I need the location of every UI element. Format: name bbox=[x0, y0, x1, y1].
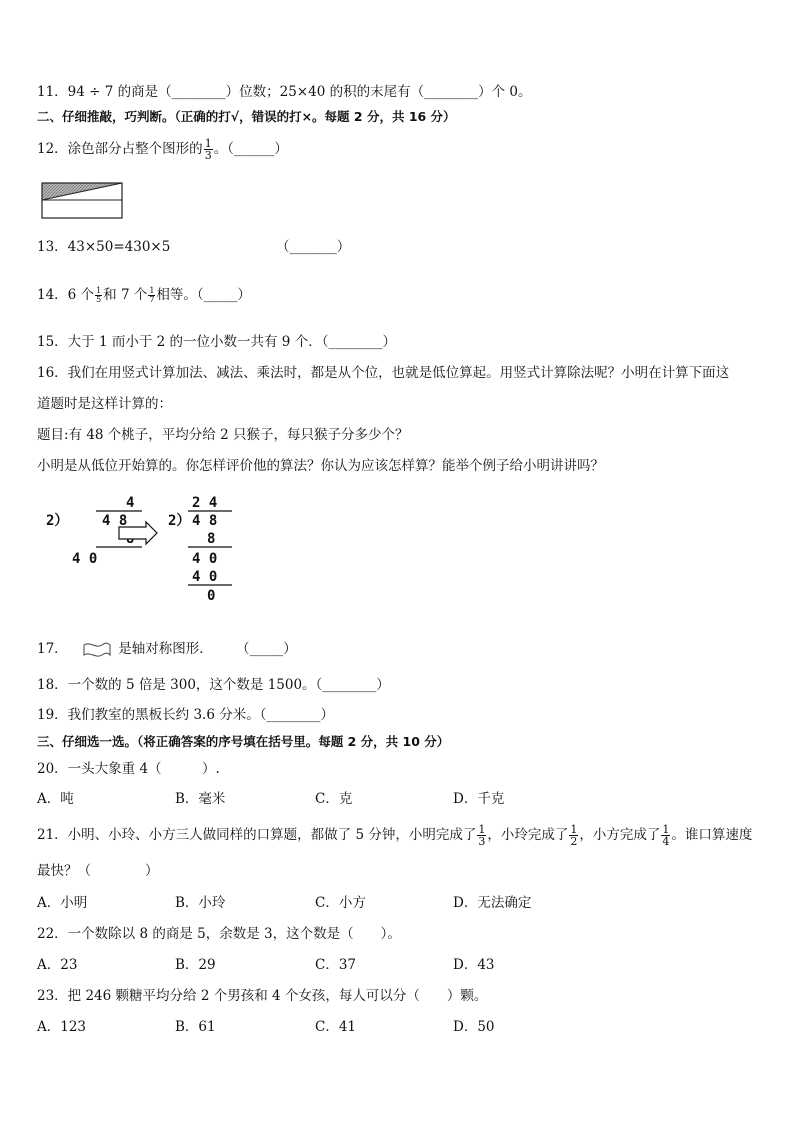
q20-option-a[interactable]: A．吨 bbox=[37, 791, 74, 807]
q20-option-c[interactable]: C．克 bbox=[315, 791, 353, 807]
fraction-denominator: 3 bbox=[478, 835, 486, 848]
q23-option-a[interactable]: A．123 bbox=[37, 1019, 87, 1035]
question-11: 11．94 ÷ 7 的商是（________）位数；25×40 的积的末尾有（________）个 0。 bbox=[37, 84, 532, 100]
right-dividend: 4 8 bbox=[192, 513, 218, 529]
question-16-line-4: 小明是从低位开始算的。你怎样评价他的算法？你认为应该怎样算？能举个例子给小明讲讲吗？ bbox=[37, 458, 604, 474]
question-14 bbox=[37, 282, 251, 308]
q14-text-a: 14．6 个 bbox=[37, 287, 95, 303]
fraction-denominator: 3 bbox=[204, 149, 212, 162]
q14-text-c: 相等。（_____） bbox=[156, 287, 251, 303]
q21-text-b: ，小玲完成了 bbox=[487, 827, 569, 843]
fraction-numerator: 1 bbox=[204, 137, 212, 150]
question-21-line-2: 最快？（ ） bbox=[37, 863, 159, 879]
q22-option-a[interactable]: A．23 bbox=[37, 957, 78, 973]
right-quotient: 2 4 bbox=[192, 495, 218, 511]
fraction-numerator: 1 bbox=[478, 823, 486, 836]
fraction-one-third bbox=[204, 138, 213, 161]
q22-option-d[interactable]: D．43 bbox=[453, 957, 495, 973]
fraction-one-fourth bbox=[661, 824, 670, 847]
fraction-one-seventh bbox=[148, 287, 155, 304]
fraction-numerator: 1 bbox=[662, 823, 670, 836]
q13-answer-blank[interactable]: （_______） bbox=[276, 239, 351, 255]
fraction-one-third bbox=[477, 824, 486, 847]
right-divisor: 2） bbox=[168, 513, 191, 529]
left-remainder: 4 0 bbox=[72, 551, 98, 567]
fraction-numerator: 1 bbox=[570, 823, 578, 836]
q21-option-c[interactable]: C．小方 bbox=[315, 895, 366, 911]
q14-text-b: 和 7 个 bbox=[103, 287, 148, 303]
question-16-line-3: 题目:有 48 个桃子，平均分给 2 只猴子，每只猴子分多少个？ bbox=[37, 427, 409, 443]
question-19: 19．我们教室的黑板长约 3.6 分米。（________） bbox=[37, 707, 334, 723]
fraction-one-fifth bbox=[95, 287, 102, 304]
q23-option-b[interactable]: B．61 bbox=[175, 1019, 216, 1035]
left-dividend: 4 8 bbox=[102, 513, 128, 529]
q21-option-b[interactable]: B．小玲 bbox=[175, 895, 226, 911]
q22-option-c[interactable]: C．37 bbox=[315, 957, 357, 973]
q23-option-c[interactable]: C．41 bbox=[315, 1019, 357, 1035]
q17-answer-blank[interactable]: （_____） bbox=[236, 641, 297, 657]
q21-text-c: ，小方完成了 bbox=[579, 827, 661, 843]
q21-option-a[interactable]: A．小明 bbox=[37, 895, 88, 911]
right-step-1: 8 bbox=[207, 531, 216, 547]
question-17 bbox=[37, 640, 213, 659]
question-16-line-1: 16．我们在用竖式计算加法、减法、乘法时，都是从个位，也就是低位算起。用竖式计算除法呢？小明在计算下面这 bbox=[37, 365, 730, 381]
question-21 bbox=[37, 820, 752, 850]
fraction-numerator: 1 bbox=[149, 286, 155, 295]
fraction-denominator: 4 bbox=[662, 835, 670, 848]
q21-text-a: 21．小明、小玲、小方三人做同样的口算题，都做了 5 分钟，小明完成了 bbox=[37, 827, 477, 843]
left-divisor: 2） bbox=[46, 513, 69, 529]
shaded-rectangle-figure bbox=[41, 182, 125, 220]
left-quotient: 4 bbox=[126, 495, 135, 511]
question-12 bbox=[37, 134, 288, 164]
section-3-title: 三、仔细选一选。（将正确答案的序号填在括号里。每题 2 分，共 10 分） bbox=[37, 734, 450, 749]
fraction-denominator: 5 bbox=[96, 295, 102, 304]
right-step-2: 4 0 bbox=[192, 551, 218, 567]
q20-option-b[interactable]: B．毫米 bbox=[175, 791, 226, 807]
section-2-title: 二、仔细推敲，巧判断。（正确的打√，错误的打×。每题 2 分，共 16 分） bbox=[37, 109, 456, 124]
question-16-line-2: 道题时是这样计算的： bbox=[37, 396, 172, 412]
fraction-denominator: 7 bbox=[149, 295, 155, 304]
right-step-4: 0 bbox=[207, 588, 216, 604]
q17-suffix: 是轴对称图形． bbox=[118, 641, 213, 657]
long-division-diagram bbox=[40, 490, 240, 605]
q12-prefix: 12．涂色部分占整个图形的 bbox=[37, 141, 203, 157]
question-13: 13．43×50=430×5 bbox=[37, 239, 171, 255]
q17-prefix: 17． bbox=[37, 641, 68, 657]
wavy-flag-icon bbox=[82, 641, 112, 659]
fraction-one-half bbox=[569, 824, 578, 847]
q22-option-b[interactable]: B．29 bbox=[175, 957, 216, 973]
question-18: 18．一个数的 5 倍是 300，这个数是 1500。（________） bbox=[37, 677, 390, 693]
question-20: 20．一头大象重 4（ ）. bbox=[37, 761, 220, 777]
q21-text-d: 。谁口算速度 bbox=[671, 827, 753, 843]
question-22: 22．一个数除以 8 的商是 5，余数是 3，这个数是（ ）。 bbox=[37, 926, 401, 942]
fraction-numerator: 1 bbox=[96, 286, 102, 295]
q23-option-d[interactable]: D．50 bbox=[453, 1019, 495, 1035]
q20-option-d[interactable]: D．千克 bbox=[453, 791, 505, 807]
q21-option-d[interactable]: D．无法确定 bbox=[453, 895, 532, 911]
right-step-3: 4 0 bbox=[192, 569, 218, 585]
question-23: 23．把 246 颗糖平均分给 2 个男孩和 4 个女孩，每人可以分（ ）颗。 bbox=[37, 988, 488, 1004]
question-15: 15．大于 1 而小于 2 的一位小数一共有 9 个．（________） bbox=[37, 334, 396, 350]
fraction-denominator: 2 bbox=[570, 835, 578, 848]
q12-suffix: 。（______） bbox=[213, 141, 288, 157]
